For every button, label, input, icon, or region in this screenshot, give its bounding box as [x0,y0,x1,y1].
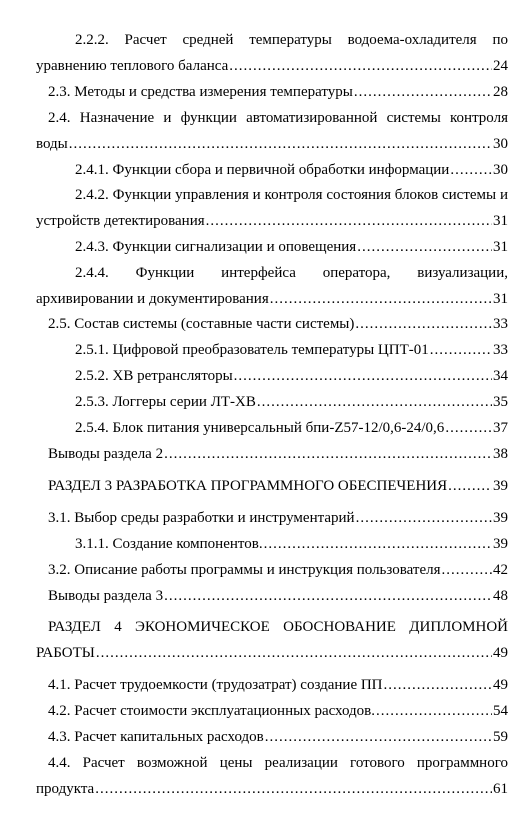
toc-page-number: 49 [493,677,508,693]
toc-entry-text: продукта [36,781,95,797]
toc-page-number: 31 [493,213,508,229]
toc-entry-text: 2.5. Состав системы (составные части системы) [48,316,355,332]
toc-leader [96,643,492,663]
toc-entry-line [36,56,508,76]
toc-page-number: 54 [493,703,508,719]
toc-page-number: 35 [493,394,508,410]
toc-entry-text: РАБОТЫ [36,645,95,661]
toc-entry-text: воды [36,136,68,152]
toc-entry-text: 2.5.3. Логгеры серии ЛТ-ХВ [75,394,256,410]
toc-page-number: 33 [493,342,508,358]
toc-leader [442,560,493,580]
toc-entry-line [75,418,508,438]
toc-page-number: 30 [493,162,508,178]
toc-page-number: 39 [493,478,508,494]
toc-entry-text: 2.4.4. Функции интерфейса оператора, визуализации, [75,265,508,281]
toc-entry-text: Выводы раздела 3 [48,588,164,604]
toc-entry-line [75,340,508,360]
toc-entry-line [36,643,508,663]
toc-leader [229,56,492,76]
toc-entry-text: 3.1.1. Создание компонентов. [75,536,263,552]
toc-page-number: 31 [493,239,508,255]
toc-page-number: 33 [493,316,508,332]
toc-leader [430,340,492,360]
toc-page-number: 42 [493,562,508,578]
toc-leader [376,701,492,721]
toc-entry-line [36,211,508,231]
toc-leader [448,476,492,496]
toc-entry-line [48,314,508,334]
toc-entry-text: устройств детектирования [36,213,205,229]
toc-page-number: 24 [493,58,508,74]
toc-leader [384,675,492,695]
toc-entry-line [36,134,508,154]
toc-entry-line [48,82,508,102]
toc-entry-text: РАЗДЕЛ 3 РАЗРАБОТКА ПРОГРАММНОГО ОБЕСПЕЧЕНИЯ [48,478,448,494]
toc-page-number: 39 [493,510,508,526]
toc-leader [445,418,492,438]
toc-page-number: 28 [493,84,508,100]
toc-leader [450,160,492,180]
toc-entry-line [75,160,508,180]
toc-entry-text: РАЗДЕЛ 4 ЭКОНОМИЧЕСКОЕ ОБОСНОВАНИЕ ДИПЛОМНОЙ [48,619,508,635]
toc-entry-line [36,779,508,799]
toc-entry-line [75,392,508,412]
toc-leader [206,211,492,231]
toc-entry-line [75,366,508,386]
toc-entry-text: 2.5.2. ХВ ретрансляторы [75,368,233,384]
toc-entry-line [48,675,508,695]
toc-entry-text: 2.5.1. Цифровой преобразователь температуры ЦПТ-01 [75,342,429,358]
toc-leader [234,366,492,386]
toc-page-number: 30 [493,136,508,152]
toc-page-number: 34 [493,368,508,384]
toc-leader [69,134,492,154]
toc-leader [257,392,492,412]
toc-entry-line [48,560,508,580]
toc-entry-line [75,534,508,554]
toc-entry-line [48,476,508,496]
toc-entry-text: 4.3. Расчет капитальных расходов [48,729,264,745]
toc-entry-line [48,508,508,528]
toc-entry-line [48,586,508,606]
toc-leader [164,444,492,464]
toc-entry-text: 3.2. Описание работы программы и инструкция пользователя [48,562,441,578]
toc-entry-text: Выводы раздела 2 [48,446,164,462]
toc-page-number: 48 [493,588,508,604]
toc-leader [356,508,492,528]
toc-entry-text: 4.2. Расчет стоимости эксплуатационных расходов. [48,703,376,719]
toc-entry-text: уравнению теплового баланса [36,58,229,74]
toc-entry-text: 2.4.1. Функции сбора и первичной обработки информации [75,162,450,178]
toc-entry-text: 2.3. Методы и средства измерения температуры [48,84,353,100]
toc-entry-line [36,289,508,309]
toc-leader [164,586,492,606]
toc-entry-text: 2.4. Назначение и функции автоматизированной системы контроля [48,110,508,126]
toc-entry-text: 2.4.3. Функции сигнализации и оповещения [75,239,357,255]
toc-page-number: 39 [493,536,508,552]
toc-page-number: 49 [493,645,508,661]
toc-entry-text: 4.4. Расчет возможной цены реализации готового программного [48,755,508,771]
toc-page-number: 61 [493,781,508,797]
toc-page-number: 37 [493,420,508,436]
toc-entry-line [48,444,508,464]
toc-leader [95,779,492,799]
toc-entry-line [48,727,508,747]
toc-entry-text: 2.2.2. Расчет средней температуры водоема-охладителя по [75,32,508,48]
toc-page-number: 59 [493,729,508,745]
toc-leader [264,534,492,554]
toc-leader [357,237,492,257]
toc-entry-text: 4.1. Расчет трудоемкости (трудозатрат) создание ПП [48,677,383,693]
toc-entry-text: 2.5.4. Блок питания универсальный бпи-Z57-12/0,6-24/0,6 [75,420,445,436]
toc-leader [265,727,492,747]
toc-page-number: 38 [493,446,508,462]
toc-entry-line [48,701,508,721]
toc-leader [354,82,492,102]
toc-entry-text: 2.4.2. Функции управления и контроля состояния блоков системы и [75,187,508,203]
toc-entry-line [75,237,508,257]
toc-entry-text: архивировании и документирования [36,291,269,307]
toc-leader [355,314,492,334]
toc-entry-text: 3.1. Выбор среды разработки и инструментарий [48,510,355,526]
toc-page-number: 31 [493,291,508,307]
toc-leader [270,289,492,309]
